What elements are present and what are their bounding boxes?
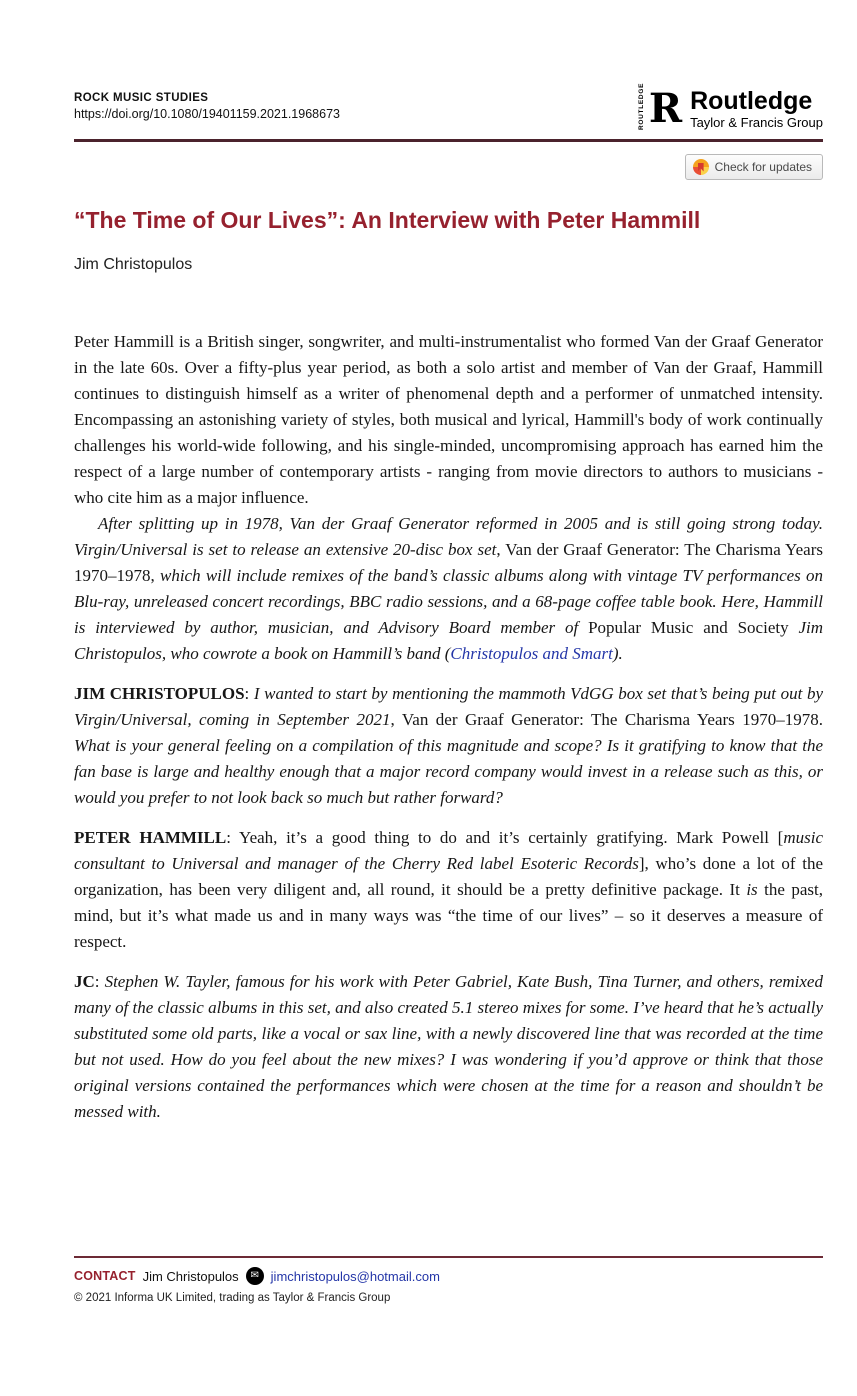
routledge-wordmark: Routledge — [690, 87, 813, 115]
text-run: : Yeah, it’s a good thing to do and it’s certainly gratifying. Mark Powell [ — [226, 827, 784, 847]
author-name: Jim Christopulos — [74, 255, 193, 273]
speaker-name: PETER HAMMILL — [74, 827, 227, 847]
contact-line — [74, 1267, 823, 1285]
contact-email-link[interactable]: jimchristopulos@hotmail.com — [270, 1268, 440, 1284]
doi-link[interactable]: https://doi.org/10.1080/19401159.2021.1968673 — [74, 107, 340, 121]
journal-name: ROCK MUSIC STUDIES — [74, 92, 209, 104]
publisher-wordmark-block — [690, 88, 823, 130]
copyright-text: © 2021 Informa UK Limited, trading as Taylor & Francis Group — [74, 1292, 391, 1304]
article-body — [74, 329, 823, 1125]
text-run: Jim Christopulos, who cowrote a book on Hammill’s band ( — [74, 617, 823, 663]
check-for-updates-button[interactable] — [685, 154, 823, 180]
footer-divider — [74, 1256, 823, 1258]
page-title: “The Time of Our Lives”: An Interview with Peter Hammill — [74, 207, 701, 233]
text-run: Peter Hammill is a British singer, songwriter, and multi-instrumentalist who formed Van der Graaf Generator in the late 60s. Over a fifty-plus year period, as both a solo artist and member of Van der Graaf, Hammill continues to distinguish himself as a writer of phenomenal depth and a performer of unmatched intensity. Encompassing an astonishing variety of styles, both musical and lyrical, Hammill's body of work continually challenges his world-wide following, and his single-minded, uncompromising approach has earned him the respect of a large number of contemporary artists - ranging from movie directors to authors to musicians - who cite him as a major influence. — [74, 331, 823, 507]
updates-row — [74, 154, 823, 180]
text-run: , Van der Graaf Generator: The Charisma Years 1970–1978, — [74, 539, 823, 585]
speaker-name: JC — [74, 971, 95, 991]
question-paragraph-jc — [74, 969, 823, 1125]
speaker-name: JIM CHRISTOPULOS — [74, 683, 245, 703]
routledge-vertical-text: ROUTLEDGE — [637, 82, 645, 130]
text-run: is — [746, 879, 758, 899]
christopulos-and-smart-link[interactable]: Christopulos and Smart — [450, 643, 613, 663]
check-for-updates-label: Check for updates — [714, 160, 812, 174]
page-footer — [74, 1256, 823, 1304]
taylor-francis-group-label: Taylor & Francis Group — [690, 115, 823, 130]
text-run: which will include remixes of the band’s classic albums along with vintage TV performances on Blu-ray, unreleased concert recordings, BBC radio sessions, and a 68-page coffee table book. Here, Hammill is interviewed by author, musician, and Advisory Board member of — [74, 565, 824, 637]
text-run: : — [94, 971, 105, 991]
text-run: ], who’s done a lot of the organization, has been very diligent and, all round, it should be a pretty definitive package. It — [74, 853, 823, 899]
journal-info — [74, 88, 340, 123]
answer-paragraph-hammill — [74, 825, 823, 955]
header-divider — [74, 139, 823, 142]
intro-paragraph — [74, 329, 823, 511]
text-run: ). — [612, 643, 623, 663]
text-run: the past, mind, but it’s what made us and in many ways was “the time of our lives” – so it deserves a measure of respect. — [74, 879, 823, 951]
bookmark-icon — [698, 163, 704, 172]
text-run: music consultant to Universal and manager of the Cherry Red label Esoteric Records — [74, 827, 823, 873]
text-run: : — [244, 683, 254, 703]
routledge-r-mark-icon: R — [648, 85, 683, 132]
crossmark-icon — [693, 159, 709, 175]
text-run: I wanted to start by mentioning the mammoth VdGG box set that’s being put out by Virgin/Universal, coming in September 2021 — [74, 683, 823, 729]
page-header — [74, 82, 823, 132]
text-run: After splitting up in 1978, Van der Graaf Generator reformed in 2005 and is still going strong today. Virgin/Universal is set to release an extensive 20-disc box set — [74, 513, 823, 559]
text-run: , Van der Graaf Generator: The Charisma Years 1970–1978. — [390, 709, 824, 729]
editorial-note-paragraph — [74, 511, 823, 667]
routledge-logo — [637, 82, 823, 132]
text-run: What is your general feeling on a compilation of this magnitude and scope? Is it gratifying to know that the fan base is large and healthy enough that a major record company would invest in a release such as this, or would you prefer to not look back so much but rather forward? — [74, 735, 823, 807]
contact-name: Jim Christopulos — [142, 1268, 239, 1284]
question-paragraph-jim — [74, 681, 823, 811]
envelope-icon: ✉ — [246, 1267, 264, 1285]
text-run: Stephen W. Tayler, famous for his work with Peter Gabriel, Kate Bush, Tina Turner, and others, remixed many of the classic albums in this set, and also created 5.1 stereo mixes for some. I’ve heard that he’s actually substituted some old parts, like a vocal or sax line, with a newly discovered line that was recorded at the time but not used. How do you feel about the new mixes? I was wondering if you’d approve or think that those original versions contained the performances which were chosen at the time for a reason and shouldn’t be messed with. — [74, 971, 823, 1121]
text-run: Popular Music and Society — [588, 617, 799, 637]
contact-label: CONTACT — [74, 1269, 136, 1283]
